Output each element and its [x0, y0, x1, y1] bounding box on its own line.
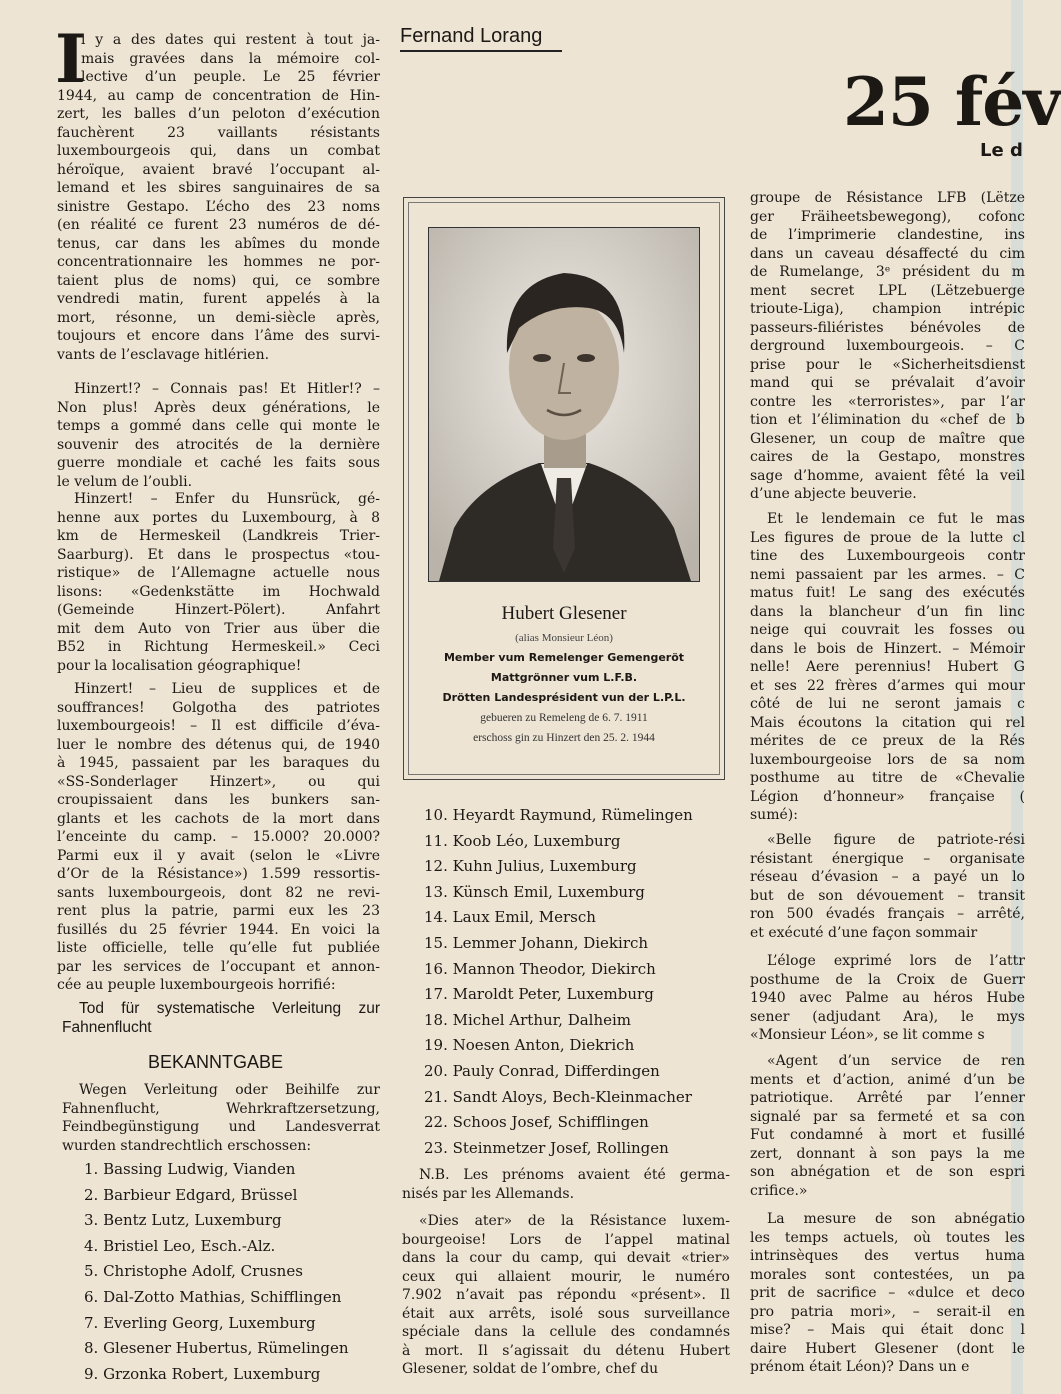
text-line: contre les «terroristes», par l’ar: [750, 393, 1025, 410]
list-item: 11. Koob Léo, Luxemburg: [424, 831, 621, 850]
text-line: Hinzert! – Lieu de supplices et de: [74, 681, 380, 697]
caption-name: Hubert Glesener: [501, 603, 627, 624]
paragraph: [57, 380, 380, 491]
text-line: bourgeoise! Lors de l’appel matinal: [402, 1231, 730, 1248]
text-line: croupissaient dans les bunkers san-: [57, 792, 380, 808]
list-item: 4. Bristiel Leo, Esch.-Alz.: [84, 1236, 276, 1255]
text-line: fauchèrent 23 vaillants résistants: [57, 124, 380, 141]
text-line: par les services de l’occupant et annon-: [57, 958, 380, 975]
text-line: km de Hermeskeil (Landkreis Trier-: [57, 528, 380, 544]
paragraph: [750, 952, 1025, 1045]
text-line: et ses 22 frères d’armes qui mour: [750, 677, 1025, 694]
text-line: trioute-Liga), champion intrépic: [750, 301, 1025, 317]
text-line: Légion d’honneur» française (: [750, 788, 1025, 805]
paragraph-decree-title: [62, 1000, 380, 1037]
text-line: liste officielle, telle qu’elle fut publiée: [57, 940, 380, 956]
text-line: «Dies ater» de la Résistance luxem-: [419, 1213, 730, 1229]
text-line: zert, donnant à son pays la me: [750, 1145, 1025, 1162]
text-line: spéciale dans la cellule des condamnés: [402, 1324, 730, 1340]
text-line: pro patria mori», – serait-il en: [750, 1303, 1025, 1320]
paragraph: [57, 490, 380, 675]
drop-cap: I: [55, 20, 86, 98]
list-item: 23. Steinmetzer Josef, Rollingen: [424, 1138, 669, 1157]
text-line: patriotique. Arrêté par l’enner: [750, 1090, 1025, 1106]
text-line: 7.902 n’avait pas répondu «présent». Il: [402, 1287, 730, 1303]
text-line: signalé par sa fermeté et sa con: [750, 1108, 1025, 1125]
list-item: 13. Künsch Emil, Luxemburg: [424, 882, 645, 901]
caption-role: Member vum Remelenger Gemengeröt: [443, 651, 685, 664]
text-line: henne aux portes du Luxembourg, à 8: [57, 509, 380, 526]
text-line: de l’imprimerie clandestine, ins: [750, 227, 1025, 243]
text-line: mit dem Auto von Trier aus über die: [57, 620, 380, 637]
text-line: fusillés du 25 février 1944. En voici la: [57, 921, 380, 938]
list-item: 22. Schoos Josef, Schifflingen: [424, 1113, 649, 1132]
text-line: sinistre Gestapo. L’écho des 23 noms: [57, 198, 380, 215]
list-item: 21. Sandt Aloys, Bech-Kleinmacher: [424, 1087, 692, 1106]
list-item: 3. Bentz Lutz, Luxemburg: [84, 1211, 282, 1230]
text-line: à mort. Il s’agissait du détenu Hubert: [402, 1342, 730, 1359]
caption-born: gebueren zu Remeleng de 6. 7. 1911: [480, 712, 648, 724]
text-line: le velum de l’oubli.: [57, 473, 193, 490]
caption-died: erschoss gin zu Hinzert den 25. 2. 1944: [473, 732, 655, 744]
list-item: 17. Maroldt Peter, Luxemburg: [424, 985, 654, 1004]
text-line: «SS-Sonderlager Hinzert», ou qui: [57, 773, 380, 790]
text-line: d’une abjecte beuverie.: [750, 486, 917, 502]
text-line: nemi passaient par les armes. – C: [750, 566, 1025, 583]
paragraph-quote: [750, 831, 1025, 942]
memorial-photo-card: [403, 197, 725, 780]
text-line: Glesener, un coup de maître que: [750, 430, 1025, 447]
text-line: d’Or de la Résistance») 1.599 ressortis-: [57, 866, 380, 882]
text-line: vants de l’esclavage hitlérien.: [57, 346, 270, 363]
text-line: La mesure de son abnégatio: [767, 1211, 1025, 1227]
text-line: rent plus la patrie, parmi eux les 23: [57, 903, 380, 919]
text-line: Fahnenflucht: [62, 1018, 152, 1036]
text-line: mérites de ce preux de la Rés: [750, 733, 1025, 749]
text-line: Feindbegünstigung und Landesverrat: [62, 1119, 380, 1135]
text-line: 1940 avec Palme au héros Hube: [750, 990, 1025, 1006]
text-line: passeurs-filiéristes bénévoles de: [750, 319, 1025, 336]
text-line: nelle! Aere perennius! Hubert G: [750, 659, 1025, 675]
text-line: sumé):: [750, 807, 798, 823]
text-line: posthume au titre de «Chevalie: [750, 770, 1025, 786]
list-item: 20. Pauly Conrad, Differdingen: [424, 1061, 660, 1080]
text-line: réseau d’évasion – a payé un lo: [750, 869, 1025, 885]
text-line: sants luxembourgeois, dont 82 ne revi-: [57, 884, 380, 901]
paragraph-quote: [750, 1052, 1025, 1200]
list-item: 10. Heyardt Raymund, Rümelingen: [424, 806, 693, 824]
text-line: souffrances! Golgotha des patriotes: [57, 699, 380, 716]
text-line: nisés par les Allemands.: [402, 1185, 575, 1202]
text-line: Glesener, soldat de l’ombre, chef du: [402, 1361, 659, 1377]
list-item: 19. Noesen Anton, Diekrich: [424, 1036, 635, 1055]
text-line: morales sont contestées, un pa: [750, 1266, 1025, 1283]
text-line: de Rumelange, 3ᵉ président du m: [750, 264, 1025, 280]
paragraph: [57, 680, 380, 995]
text-line: «Belle figure de patriote-rési: [767, 832, 1025, 848]
text-line: Les figures de proue de la lutte cl: [750, 529, 1025, 546]
text-line: Fahnenflucht, Wehrkraftzersetzung,: [62, 1100, 380, 1117]
paragraph: [750, 189, 1025, 504]
text-line: intrinsèques des vertus huma: [750, 1248, 1025, 1264]
text-line: les temps actuels, où toutes les: [750, 1229, 1025, 1246]
text-line: sener (adjudant Ara), le mys: [750, 1008, 1025, 1025]
text-line: prénom était Léon)? Dans un e: [750, 1359, 970, 1375]
text-line: «Agent d’un service de ren: [767, 1053, 1025, 1069]
text-line: héroïque, avaient bravé l’occupant al-: [57, 161, 380, 178]
list-item: 14. Laux Emil, Mersch: [424, 908, 596, 927]
text-line: B52 in Richtung Hermeskeil.» Ceci: [57, 639, 380, 655]
caption-role: Mattgrönner vum L.F.B.: [490, 671, 638, 684]
text-line: toujours et encore dans l’âme des survi-: [57, 328, 380, 344]
text-line: lemand et les sbires sanguinaires de sa: [57, 180, 380, 196]
text-line: (Gemeinde Hinzert-Pölert). Anfahrt: [57, 602, 380, 618]
text-line: Non plus! Après deux générations, le: [57, 399, 380, 416]
text-line: mise? – Mais qui était donc l: [750, 1322, 1025, 1338]
text-line: L’éloge exprimé lors de l’attr: [767, 953, 1025, 969]
text-line: dans la cour du camp, qui devait «trier»: [402, 1250, 730, 1266]
text-line: Parmi eux il y avait (selon le «Livre: [57, 847, 380, 864]
text-line: Mais écoutons la citation qui rel: [750, 714, 1025, 731]
list-item: 9. Grzonka Robert, Luxemburg: [84, 1364, 321, 1383]
article-subtitle: Le d: [980, 140, 1023, 161]
text-line: Wegen Verleitung oder Beihilfe zur: [79, 1082, 380, 1098]
text-line: glants et les cachots de la mort dans: [57, 810, 380, 827]
text-line: à 1945, passaient par les baraques du: [57, 755, 380, 771]
victims-list-2: [424, 806, 693, 1164]
text-line: ger Fräiheetsbewegong), cofonc: [750, 208, 1025, 225]
text-line: groupe de Résistance LFB (Lëtze: [750, 190, 1025, 206]
text-line: N.B. Les prénoms avaient été germa-: [419, 1167, 730, 1183]
text-line: derground luxembourgeois. – C: [750, 338, 1025, 354]
list-item: 7. Everling Georg, Luxemburg: [84, 1313, 316, 1332]
list-item: 16. Mannon Theodor, Diekirch: [424, 959, 656, 978]
text-line: mand qui se prévalait d’avoir: [750, 375, 1025, 391]
text-line: souvenir des atrocités de la dernière: [57, 436, 380, 453]
text-line: 1944, au camp de concentration de Hin-: [57, 87, 380, 104]
text-line: posthume de la Croix de Guerr: [750, 971, 1025, 988]
text-line: dans la blancheur d’un fin linc: [750, 603, 1025, 620]
text-line: mort, résonne, un demi-siècle après,: [57, 309, 380, 326]
text-line: luer le nombre des détenus qui, de 1940: [57, 736, 380, 753]
text-line: ment secret LPL (Lëtzebuerge: [750, 282, 1025, 299]
text-line: dans un caveau désaffecté du cim: [750, 245, 1025, 262]
text-line: neige qui couvrait les fosses ou: [750, 622, 1025, 638]
text-line: prit de sacrifice – «dulce et deco: [750, 1285, 1025, 1301]
text-line: luxembourgeois! – Il est difficile d’éva-: [57, 718, 380, 734]
text-line: sage d’homme, avaient fêté la veil: [750, 467, 1025, 484]
list-item: 18. Michel Arthur, Dalheim: [424, 1010, 632, 1029]
text-line: taient plus de noms) qui, ce sombre: [57, 272, 380, 289]
text-line: Et le lendemain ce fut le mas: [767, 511, 1025, 527]
text-line: tine des Luxembourgeois contr: [750, 548, 1025, 564]
text-line: et exécuté d’une façon sommair: [750, 924, 978, 941]
list-item: 2. Barbieur Edgard, Brüssel: [84, 1185, 298, 1204]
text-line: concentrationnaire les hommes ne por-: [57, 254, 380, 270]
paragraph: [402, 1212, 730, 1379]
paragraph-decree: [62, 1081, 380, 1155]
list-item: 8. Glesener Hubertus, Rümelingen: [84, 1339, 349, 1358]
text-line: lective d’un peuple. Le 25 février: [81, 69, 380, 85]
text-line: tion et l’élimination du «chef de b: [750, 412, 1025, 428]
list-item: 5. Christophe Adolf, Crusnes: [84, 1262, 303, 1281]
text-line: tenus, car dans les abîmes du monde: [57, 235, 380, 252]
text-line: son abnégation et de son espri: [750, 1164, 1025, 1180]
victims-list-1: [84, 1160, 349, 1390]
list-item: 6. Dal-Zotto Mathias, Schifflingen: [84, 1287, 342, 1306]
paragraph-note: [402, 1166, 730, 1203]
text-line: «Monsieur Léon», se lit comme s: [750, 1027, 985, 1043]
text-line: lisons: «Gedenkstätte im Hochwald: [57, 583, 380, 600]
text-line: mais gravées dans la mémoire col-: [81, 50, 380, 67]
text-line: zert, les balles d’un peloton d’exécution: [57, 106, 380, 122]
text-line: ristique» de l’Allemagne actuelle nous: [57, 565, 380, 581]
list-item: 12. Kuhn Julius, Luxemburg: [424, 857, 637, 876]
text-line: l’enceinte du camp. – 15.000? 20.000?: [57, 829, 380, 845]
text-line: guerre mondiale et caché les faits sous: [57, 455, 380, 471]
author-byline: Fernand Lorang: [400, 25, 562, 52]
text-line: wurden standrechtlich erschossen:: [62, 1137, 312, 1154]
text-line: daire Hubert Glesener (dont le: [750, 1340, 1025, 1357]
text-line: but de son dévouement – transit: [750, 887, 1025, 904]
text-line: prise pour le «Sicherheitsdienst: [750, 356, 1025, 373]
list-item: 15. Lemmer Johann, Diekirch: [424, 933, 649, 952]
caption-role: Drötten Landesprésident vun der L.P.L.: [442, 691, 686, 704]
portrait-photo: [428, 227, 700, 582]
text-line: vendredi matin, furent appelés à la: [57, 291, 380, 307]
text-line: résistant énergique – organisate: [750, 850, 1025, 867]
caption-alias: (alias Monsieur Léon): [515, 632, 613, 644]
text-line: (en réalité ce furent 23 numéros de dé-: [57, 217, 380, 233]
paragraph-intro: [57, 31, 380, 364]
list-item: 1. Bassing Ludwig, Vianden: [84, 1160, 296, 1178]
text-line: Hinzert!? – Connais pas! Et Hitler!? –: [74, 381, 380, 397]
text-line: était aux arrêts, isolé sous surveillance: [402, 1305, 730, 1322]
text-line: matus fuit! Le sang des exécutés: [750, 585, 1025, 601]
text-line: Fut condamné à mort et fusillé: [750, 1127, 1025, 1143]
paragraph: [750, 1210, 1025, 1377]
text-line: dans le bois de Hinzert. – Mémoir: [750, 640, 1025, 657]
text-line: crifice.»: [750, 1182, 808, 1199]
text-line: caires de la Gestapo, monstres: [750, 449, 1025, 465]
text-line: cée au peuple luxembourgeois horrifié:: [57, 977, 336, 993]
text-line: pour la localisation géographique!: [57, 657, 302, 674]
text-line: luxembourgeois qui, dans un combat: [57, 143, 380, 159]
text-line: luxembourgeoise lors de sa nom: [750, 751, 1025, 768]
text-line: Saarburg). Et dans le prospectus «tou-: [57, 546, 380, 563]
text-line: côté de lui ne seront jamais c: [750, 696, 1025, 712]
text-line: Hinzert! – Enfer du Hunsrück, gé-: [74, 491, 380, 507]
text-line: Tod für systematische Verleitung zur: [79, 1000, 380, 1017]
text-line: ron 500 évadés français – arrêté,: [750, 906, 1025, 922]
text-line: ceux qui allaient mourir, le numéro: [402, 1268, 730, 1285]
section-heading: BEKANNTGABE: [148, 1052, 284, 1072]
text-line: ments et d’action, animé d’un be: [750, 1071, 1025, 1088]
text-line: l y a des dates qui restent à tout ja-: [81, 32, 380, 48]
article-title: 25 fév: [843, 63, 1061, 141]
text-line: temps a gommé dans celle qui monte le: [57, 418, 380, 434]
paragraph: [750, 510, 1025, 825]
